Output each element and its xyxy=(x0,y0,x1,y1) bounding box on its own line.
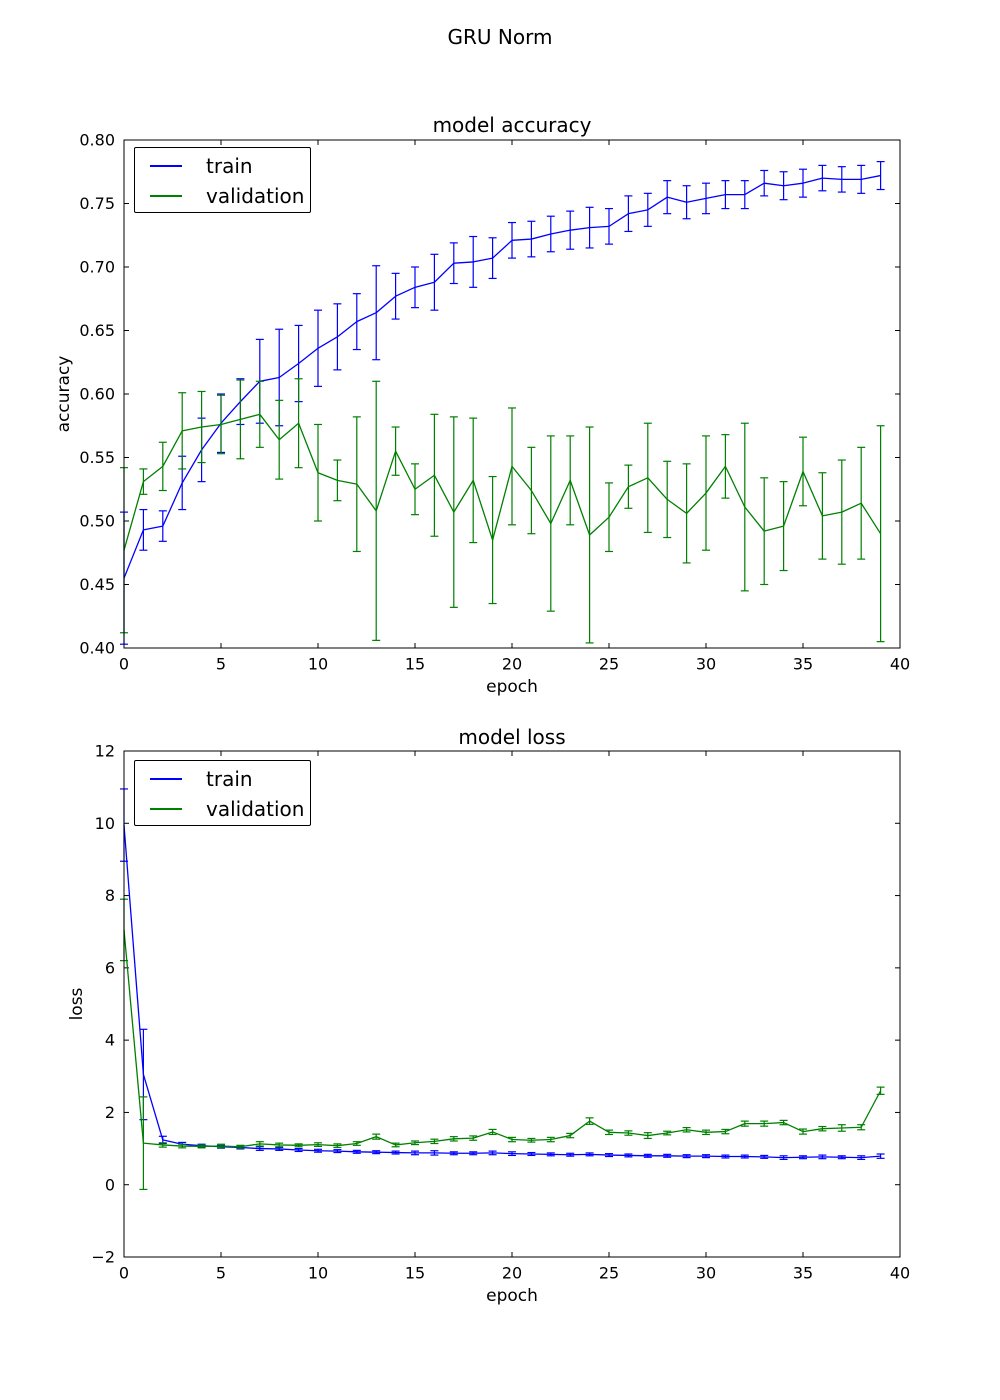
x-tick-label: 40 xyxy=(889,1263,911,1283)
accuracy-x-axis-label: epoch xyxy=(486,677,538,697)
series-line-validation xyxy=(124,414,881,550)
loss-x-axis-label: epoch xyxy=(486,1286,538,1306)
figure-suptitle: GRU Norm xyxy=(447,25,553,49)
x-tick-label: 15 xyxy=(404,1263,426,1283)
y-tick-label: 0.65 xyxy=(79,321,115,341)
x-tick-label: 0 xyxy=(118,654,130,674)
y-tick-label: 8 xyxy=(104,886,115,906)
y-tick-label: 12 xyxy=(94,741,115,761)
series-line-train xyxy=(124,825,881,1158)
loss-chart-title: model loss xyxy=(458,725,566,749)
accuracy-chart-title: model accuracy xyxy=(432,113,592,137)
validation-line-swatch xyxy=(150,195,182,197)
y-tick-label: −2 xyxy=(91,1247,115,1267)
y-tick-label: 10 xyxy=(94,813,115,833)
x-tick-label: 35 xyxy=(792,1263,814,1283)
accuracy-y-axis-label: accuracy xyxy=(54,355,74,433)
loss-y-axis-label: loss xyxy=(67,987,87,1021)
legend-entry-validation xyxy=(150,181,310,211)
loss-axes-frame xyxy=(124,751,900,1257)
train-line-swatch xyxy=(150,778,182,780)
legend-entry-validation xyxy=(150,794,310,824)
x-tick-label: 15 xyxy=(404,654,426,674)
series-line-train xyxy=(124,176,881,579)
loss-legend xyxy=(134,760,311,826)
legend-label-train: train xyxy=(206,154,253,178)
legend-entry-train xyxy=(150,764,310,794)
validation-line-swatch xyxy=(150,808,182,810)
y-tick-label: 0 xyxy=(104,1175,115,1195)
y-tick-label: 6 xyxy=(104,958,115,978)
x-tick-label: 20 xyxy=(501,654,523,674)
y-tick-label: 0.50 xyxy=(79,511,115,531)
x-tick-label: 10 xyxy=(307,654,329,674)
series-line-validation xyxy=(124,930,881,1147)
x-tick-label: 30 xyxy=(695,1263,717,1283)
y-tick-label: 2 xyxy=(104,1103,115,1123)
x-tick-label: 35 xyxy=(792,654,814,674)
x-tick-label: 25 xyxy=(598,1263,620,1283)
accuracy-legend xyxy=(134,147,311,213)
legend-entry-train xyxy=(150,151,310,181)
legend-label-validation: validation xyxy=(206,184,305,208)
x-tick-label: 10 xyxy=(307,1263,329,1283)
x-tick-label: 0 xyxy=(118,1263,130,1283)
y-tick-label: 4 xyxy=(104,1030,115,1050)
y-tick-label: 0.40 xyxy=(79,638,115,658)
y-tick-label: 0.80 xyxy=(79,130,115,150)
y-tick-label: 0.70 xyxy=(79,257,115,277)
y-tick-label: 0.45 xyxy=(79,575,115,595)
x-tick-label: 5 xyxy=(215,654,227,674)
y-tick-label: 0.60 xyxy=(79,384,115,404)
x-tick-label: 30 xyxy=(695,654,717,674)
x-tick-label: 5 xyxy=(215,1263,227,1283)
x-tick-label: 25 xyxy=(598,654,620,674)
legend-label-validation: validation xyxy=(206,797,305,821)
x-tick-label: 40 xyxy=(889,654,911,674)
legend-label-train: train xyxy=(206,767,253,791)
train-line-swatch xyxy=(150,165,182,167)
y-tick-label: 0.55 xyxy=(79,448,115,468)
x-tick-label: 20 xyxy=(501,1263,523,1283)
y-tick-label: 0.75 xyxy=(79,194,115,214)
